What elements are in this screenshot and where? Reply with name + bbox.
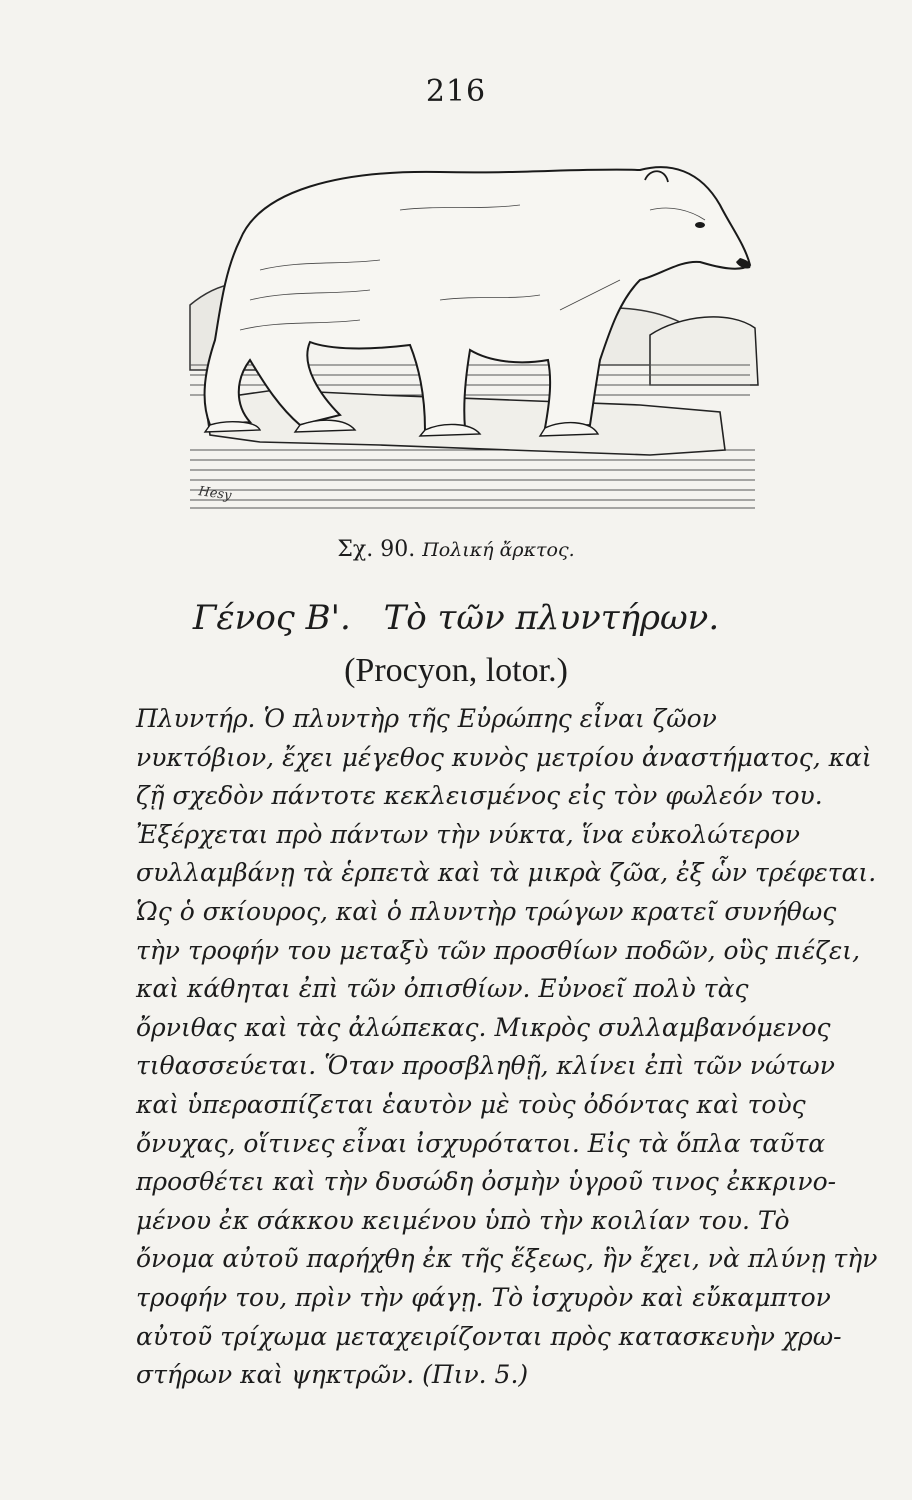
section-subheading: (Procyon, lotor.) [344,652,568,689]
engraver-signature: Hesy [197,484,233,504]
text-line: ὄρνιθας καὶ τὰς ἀλώπεκας. Μικρὸς συλλαμβανόμενος [136,1012,831,1042]
text-line: αὐτοῦ τρίχωμα μεταχειρίζονται πρὸς κατασκευὴν χρω- [136,1321,842,1351]
text-line: Ὡς ὁ σκίουρος, καὶ ὁ πλυντὴρ τρώγων κρατεῖ συνήθως [136,896,837,926]
text-line: καὶ κάθηται ἐπὶ τῶν ὀπισθίων. Εὐνοεῖ πολὺ τὰς [136,974,749,1004]
text-line: καὶ ὑπερασπίζεται ἑαυτὸν μὲ τοὺς ὀδόντας καὶ τοὺς [136,1089,806,1119]
text-line: μένου ἐκ σάκκου κειμένου ὑπὸ τὴν κοιλίαν του. Τὸ [136,1205,790,1235]
text-line: τὴν τροφήν του μεταξὺ τῶν προσθίων ποδῶν, οὓς πιέζει, [136,935,861,965]
text-line: νυκτόβιον, ἔχει μέγεθος κυνὸς μετρίου ἀναστήματος, καὶ [136,742,872,772]
text-line: ὄνομα αὐτοῦ παρήχθη ἐκ τῆς ἕξεως, ἣν ἔχει, νὰ πλύνῃ τὴν [136,1244,878,1274]
text-line: συλλαμβάνῃ τὰ ἑρπετὰ καὶ τὰ μικρὰ ζῶα, ἐξ ὧν τρέφεται. [136,858,877,888]
text-line: τιθασσεύεται. Ὅταν προσβληθῇ, κλίνει ἐπὶ τῶν νώτων [136,1051,835,1081]
figure-caption [0,537,912,562]
heading-title: Τὸ τῶν πλυντήρων. [383,598,720,638]
page-number: 216 [425,74,487,109]
heading-genus: Γένος Β'. [192,598,351,638]
caption-label: Σχ. 90. [337,537,416,562]
caption-title: Πολική ἄρκτος. [422,539,575,561]
text-line: Ἐξέρχεται πρὸ πάντων τὴν νύκτα, ἵνα εὐκολώτερον [136,819,800,849]
text-line: προσθέτει καὶ τὴν δυσώδη ὀσμὴν ὑγροῦ τινος ἐκκρινο- [136,1167,837,1197]
polar-bear-illustration [180,150,760,530]
text-line: στήρων καὶ ψηκτρῶν. (Πιν. 5.) [136,1360,529,1390]
text-line: ὄνυχας, οἵτινες εἶναι ἰσχυρότατοι. Εἰς τὰ ὅπλα ταῦτα [136,1128,826,1158]
body-paragraph [136,700,878,1395]
text-line: τροφήν του, πρὶν τὴν φάγῃ. Τὸ ἰσχυρὸν καὶ εὔκαμπτον [136,1282,831,1312]
text-line: Πλυντήρ. Ὁ πλυντὴρ τῆς Εὐρώπης εἶναι ζῶον [136,704,717,733]
text-line: ζῇ σχεδὸν πάντοτε κεκλεισμένος εἰς τὸν φωλεόν του. [136,781,823,811]
section-heading [0,598,912,638]
